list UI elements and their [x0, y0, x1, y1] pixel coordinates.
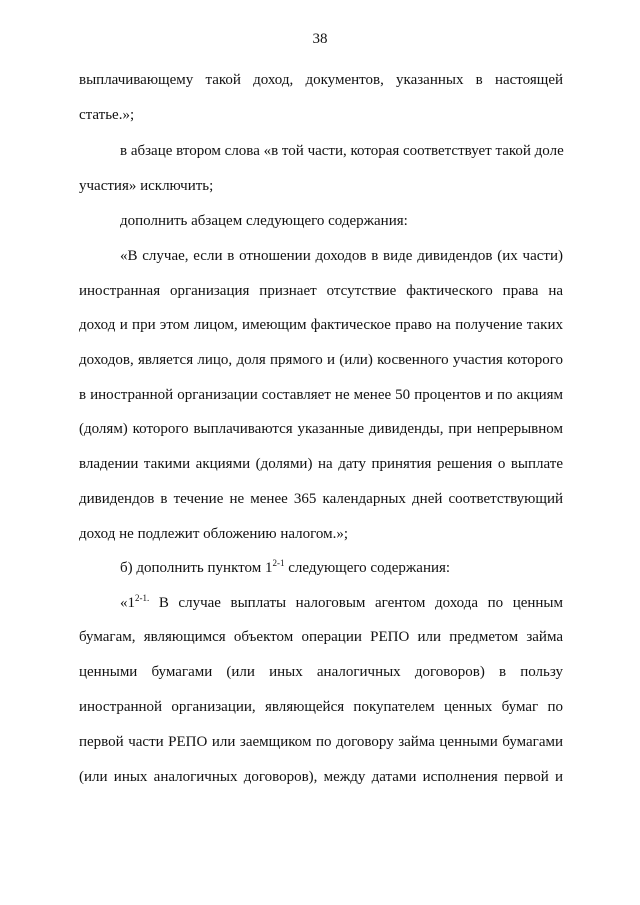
text-line: иностранной организации, являющейся покупателем ценных бумаг по — [79, 699, 563, 715]
text-line: выплачивающему такой доход, документов, указанных в настоящей — [79, 72, 563, 88]
superscript: 2-1. — [135, 593, 150, 603]
text-line: статье.»; — [79, 107, 135, 123]
text-line: дополнить абзацем следующего содержания: — [120, 213, 408, 229]
text-fragment: б) дополнить пунктом 1 — [120, 560, 273, 576]
text-line: в абзаце втором слова «в той части, которая соответствует такой доле — [120, 143, 564, 159]
text-line: иностранная организация признает отсутствие фактического права на — [79, 283, 563, 299]
text-line: «В случае, если в отношении доходов в виде дивидендов (их части) — [120, 248, 563, 264]
text-line: бумагам, являющимся объектом операции РЕПО или предметом займа — [79, 629, 563, 645]
text-line: дивидендов в течение не менее 365 календарных дней соответствующий — [79, 491, 563, 507]
text-fragment: В случае выплаты налоговым агентом дохода по ценным — [149, 595, 563, 611]
page-number: 38 — [312, 31, 328, 47]
text-line: доход и при этом лицом, имеющим фактическое право на получение таких — [79, 317, 563, 333]
text-line — [120, 593, 563, 613]
text-line: доход не подлежит обложению налогом.»; — [79, 526, 349, 542]
text-fragment: «1 — [120, 595, 135, 611]
text-fragment: следующего содержания: — [284, 560, 451, 576]
text-line: первой части РЕПО или заемщиком по договору займа ценными бумагами — [79, 734, 563, 750]
text-line: ценными бумагами (или иных аналогичных договоров) в пользу — [79, 664, 563, 680]
text-line — [120, 558, 563, 578]
superscript: 2-1 — [272, 558, 285, 568]
text-line: (или иных аналогичных договоров), между датами исполнения первой и — [79, 769, 563, 785]
text-line: участия» исключить; — [79, 178, 214, 194]
text-line: владении такими акциями (долями) на дату принятия решения о выплате — [79, 456, 563, 472]
text-line: в иностранной организации составляет не менее 50 процентов и по акциям — [79, 387, 563, 403]
text-line: (долям) которого выплачиваются указанные дивиденды, при непрерывном — [79, 421, 563, 437]
text-line: доходов, является лицо, доля прямого и (или) косвенного участия которого — [79, 352, 563, 368]
